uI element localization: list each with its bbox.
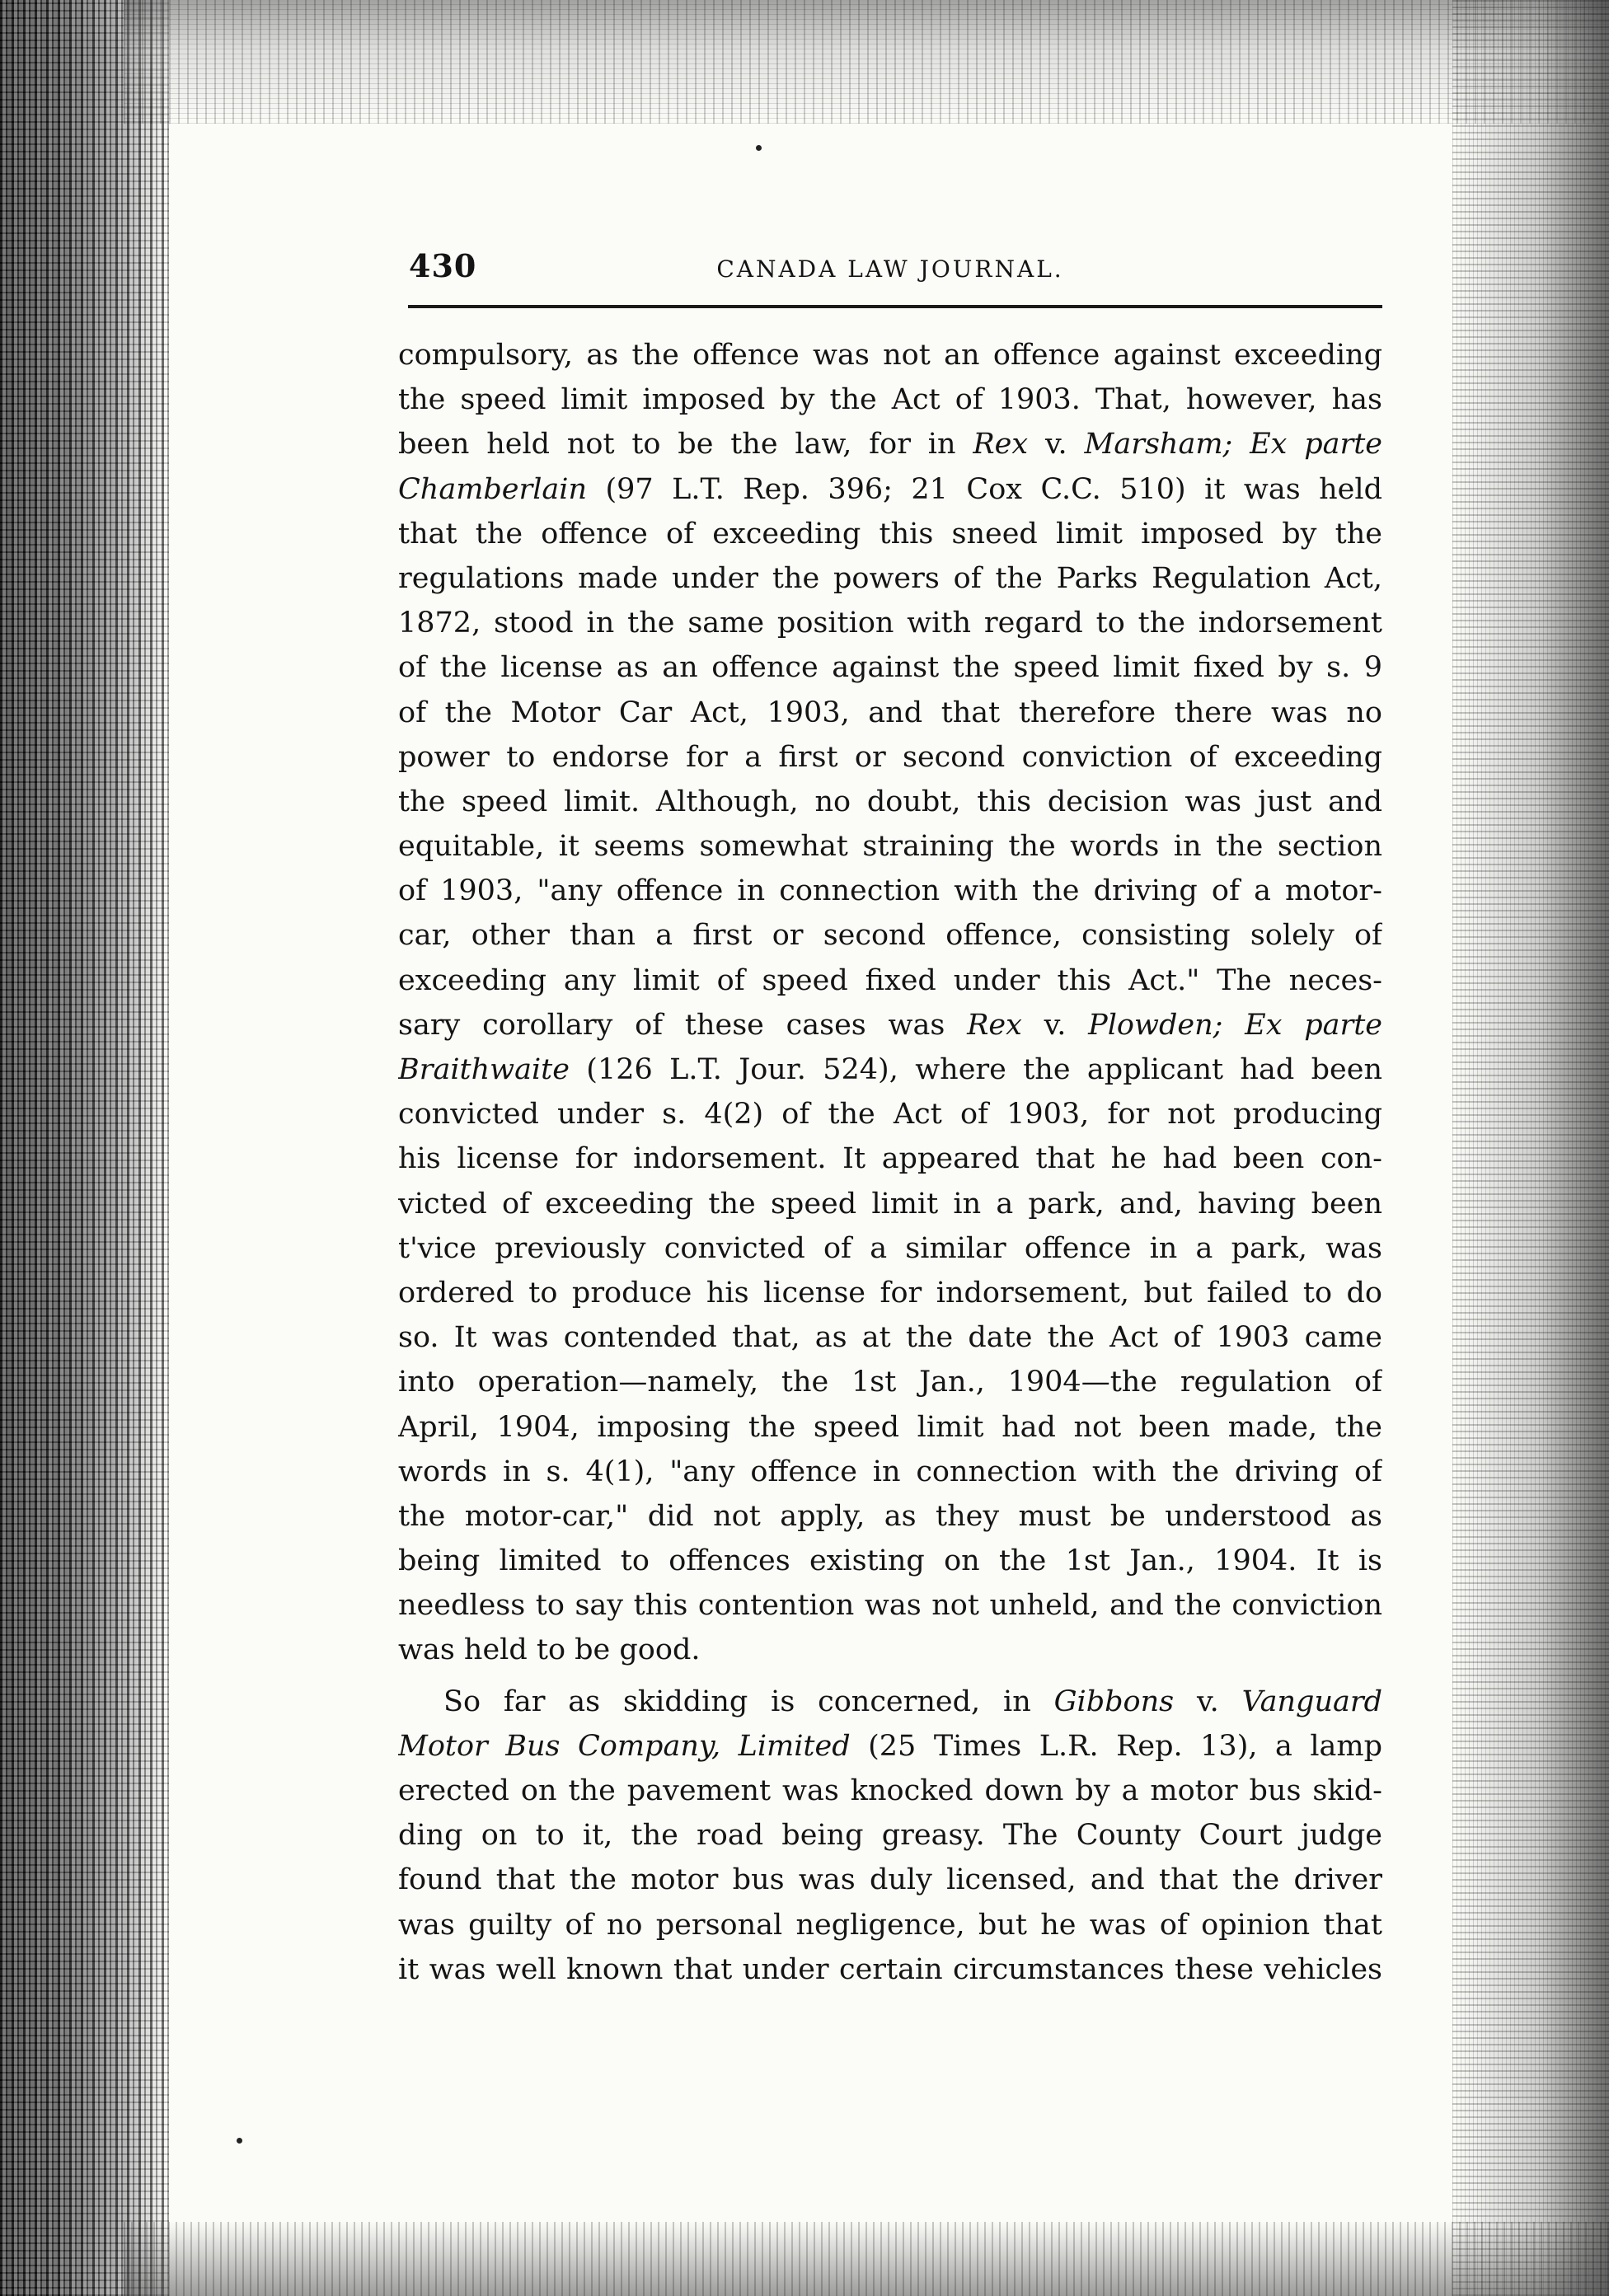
text-line: 1872, stood in the same position with regard to the indorsement [398,607,1382,640]
italic-citation: Plowden; Ex parte [1088,1008,1382,1042]
scanned-bottom-edge [124,2222,1609,2296]
text-line: sary corollary of these cases was Rex v. Plowden; Ex parte [398,1008,1382,1042]
italic-citation: Chamberlain [398,472,588,506]
text-line: April, 1904, imposing the speed limit had not been made, the [398,1410,1382,1444]
scan-speck [237,2138,242,2144]
text-line: of the license as an offence against the speed limit fixed by s. 9 [398,651,1382,685]
text-line: regulations made under the powers of the Parks Regulation Act, [398,561,1382,595]
text-line: was guilty of no personal negligence, but he was of opinion that [398,1908,1382,1942]
text-line: the speed limit imposed by the Act of 1903. That, however, has [398,383,1382,417]
running-head: CANADA LAW JOURNAL. [716,255,1064,283]
paragraph [398,1680,1382,1992]
text-line: power to endorse for a first or second conviction of exceeding [398,740,1382,774]
text-line: exceeding any limit of speed fixed under this Act." The neces- [398,963,1382,997]
text-line: that the offence of exceeding this sneed limit imposed by the [398,517,1382,551]
header-rule [408,305,1382,308]
paragraph [398,333,1382,1673]
text-line: being limited to offences existing on the 1st Jan., 1904. It is [398,1544,1382,1578]
italic-citation: Rex [973,428,1029,462]
text-line: words in s. 4(1), "any offence in connection with the driving of [398,1455,1382,1488]
text-line: the speed limit. Although, no doubt, this decision was just and [398,785,1382,818]
page-header [398,247,1382,297]
text-line: was held to be good. [398,1633,701,1667]
italic-citation: Braithwaite [398,1053,570,1086]
italic-citation: Rex [967,1008,1022,1042]
scan-speck [756,145,762,151]
text-line: car, other than a first or second offence, consisting solely of [398,919,1382,953]
text-line: equitable, it seems somewhat straining the words in the section [398,830,1382,864]
text-line: been held not to be the law, for in Rex v. Marsham; Ex parte [398,428,1382,462]
italic-citation: Vanguard [1241,1685,1382,1718]
scanned-top-edge [124,0,1609,124]
body-text [398,333,1382,1992]
text-line: erected on the pavement was knocked down by a motor bus skid- [398,1774,1382,1807]
text-line: it was well known that under certain circumstances these vehicles [398,1952,1382,1986]
page-number: 430 [409,247,477,284]
italic-citation: Marsham; Ex parte [1084,428,1382,462]
text-line: needless to say this contention was not unheld, and the conviction [398,1589,1382,1623]
text-line: of 1903, "any offence in connection with the driving of a motor- [398,874,1382,908]
text-line: So far as skidding is concerned, in Gibbons v. Vanguard [443,1685,1382,1718]
scanned-right-edge [1452,0,1609,2296]
text-line: Braithwaite (126 L.T. Jour. 524), where the applicant had been [398,1053,1382,1086]
text-line: victed of exceeding the speed limit in a park, and, having been [398,1187,1382,1221]
scanned-page-spine [0,0,169,2296]
text-line: the motor-car," did not apply, as they must be understood as [398,1499,1382,1533]
text-line: t'vice previously convicted of a similar offence in a park, was [398,1231,1382,1265]
text-line: his license for indorsement. It appeared that he had been con- [398,1142,1382,1176]
text-line: found that the motor bus was duly licensed, and that the driver [398,1863,1382,1897]
text-line: of the Motor Car Act, 1903, and that therefore there was no [398,696,1382,729]
text-line: into operation—namely, the 1st Jan., 1904—the regulation of [398,1366,1382,1399]
text-line: Chamberlain (97 L.T. Rep. 396; 21 Cox C.C. 510) it was held [398,472,1382,506]
italic-citation: Motor Bus Company, Limited [398,1729,851,1763]
text-line: compulsory, as the offence was not an offence against exceeding [398,339,1382,372]
text-line: ordered to produce his license for indorsement, but failed to do [398,1276,1382,1310]
text-line: ding on to it, the road being greasy. The County Court judge [398,1819,1382,1853]
text-line: convicted under s. 4(2) of the Act of 1903, for not producing [398,1098,1382,1132]
text-line: Motor Bus Company, Limited (25 Times L.R. Rep. 13), a lamp [398,1729,1382,1763]
italic-citation: Gibbons [1053,1685,1175,1718]
text-line: so. It was contended that, as at the date the Act of 1903 came [398,1321,1382,1355]
